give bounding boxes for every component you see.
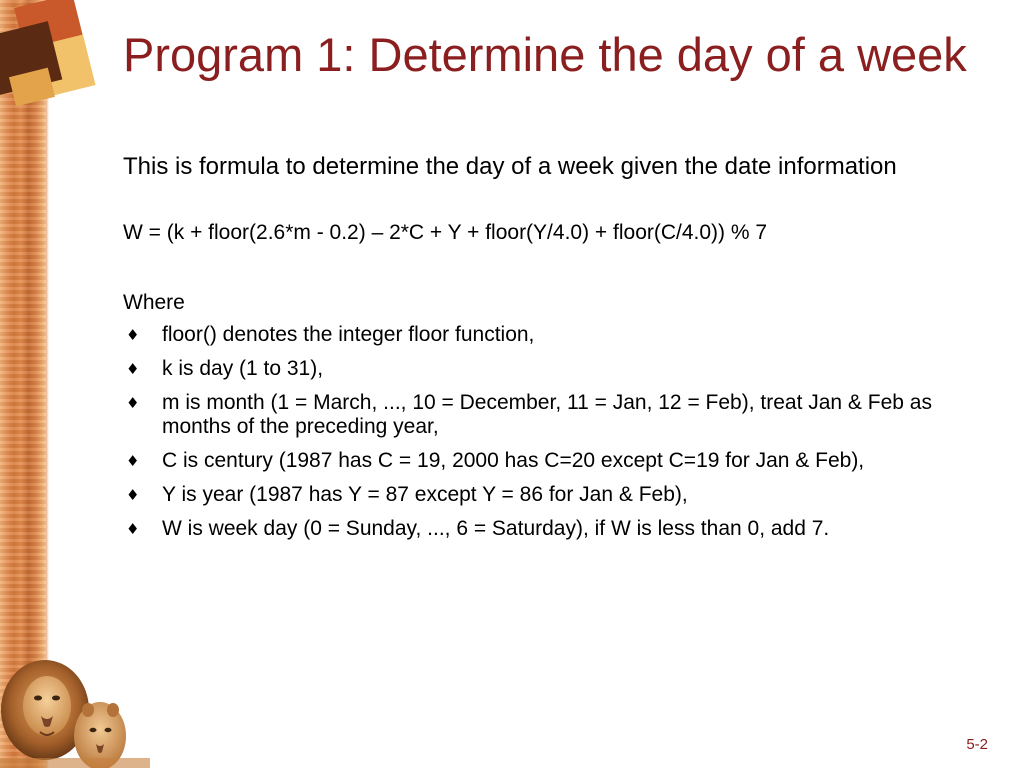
slide-number: 5-2 [966,736,988,753]
lions-image [0,648,150,768]
list-item [123,391,983,439]
list-item-text: m is month (1 = March, ..., 10 = December, 11 = Jan, 12 = Feb), treat Jan & Feb as months of the preceding year, [162,391,932,438]
template-logo-squares [0,0,110,115]
list-item-text: C is century (1987 has C = 19, 2000 has C=20 except C=19 for Jan & Feb), [162,449,865,472]
list-item [123,323,983,347]
diamond-bullet-icon: ♦ [126,360,140,378]
list-item [123,357,983,381]
definition-list [123,323,983,551]
list-item-text: floor() denotes the integer floor function, [162,323,535,346]
diamond-bullet-icon: ♦ [126,520,140,538]
list-item-text: Y is year (1987 has Y = 87 except Y = 86 for Jan & Feb), [162,483,688,506]
diamond-bullet-icon: ♦ [126,326,140,344]
list-item [123,517,983,541]
list-item-text: k is day (1 to 31), [162,357,324,380]
list-item [123,449,983,473]
list-item [123,483,983,507]
intro-text: This is formula to determine the day of a week given the date information [123,153,897,180]
where-label: Where [123,291,185,314]
diamond-bullet-icon: ♦ [126,452,140,470]
formula-text: W = (k + floor(2.6*m - 0.2) – 2*C + Y + floor(Y/4.0) + floor(C/4.0)) % 7 [123,221,768,244]
diamond-bullet-icon: ♦ [126,486,140,504]
diamond-bullet-icon: ♦ [126,394,140,412]
slide-title: Program 1: Determine the day of a week [123,28,967,81]
list-item-text: W is week day (0 = Sunday, ..., 6 = Saturday), if W is less than 0, add 7. [162,517,830,540]
